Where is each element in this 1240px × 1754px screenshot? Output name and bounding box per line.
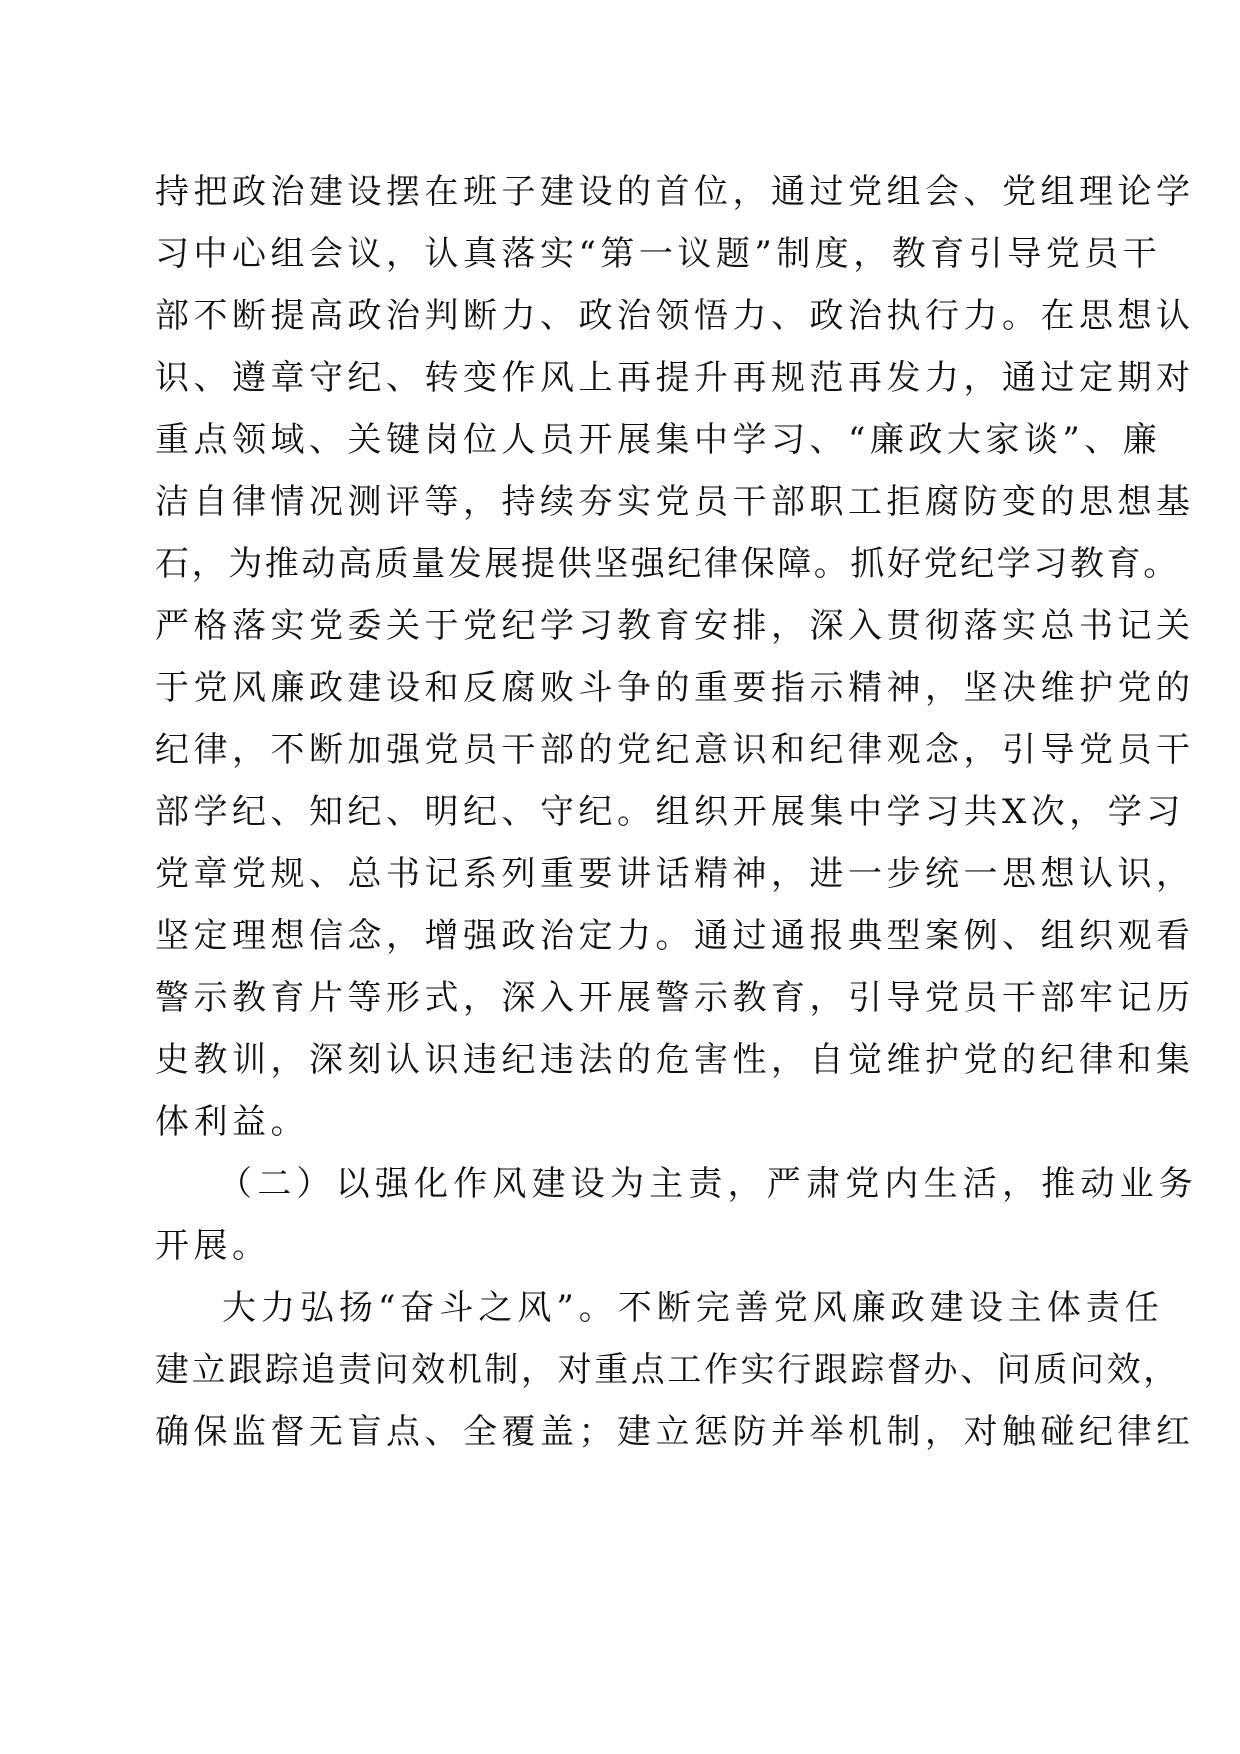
body-text-line: 体利益。 xyxy=(155,1102,309,1142)
body-text-line: 持把政治建设摆在班子建设的首位，通过党组会、党组理论学 xyxy=(155,172,1195,212)
body-text-line: 纪律，不断加强党员干部的党纪意识和纪律观念，引导党员干 xyxy=(155,730,1195,770)
section-heading-continued: 开展。 xyxy=(155,1226,271,1266)
body-text-line: 大力弘扬“奋斗之风”。不断完善党风廉政建设主体责任 xyxy=(222,1288,1164,1328)
body-text-line: 严格落实党委关于党纪学习教育安排，深入贯彻落实总书记关 xyxy=(155,606,1195,646)
body-text-line: 党章党规、总书记系列重要讲话精神，进一步统一思想认识， xyxy=(155,854,1195,894)
body-text-line: 史教训，深刻认识违纪违法的危害性，自觉维护党的纪律和集 xyxy=(155,1040,1195,1080)
body-text-line: 确保监督无盲点、全覆盖；建立惩防并举机制，对触碰纪律红 xyxy=(155,1412,1195,1452)
section-heading: （二）以强化作风建设为主责，严肃党内生活，推动业务 xyxy=(218,1164,1198,1204)
body-text-line: 部不断提高政治判断力、政治领悟力、政治执行力。在思想认 xyxy=(155,296,1195,336)
body-text-line: 部学纪、知纪、明纪、守纪。组织开展集中学习共X次，学习 xyxy=(155,792,1185,832)
body-text-line: 警示教育片等形式，深入开展警示教育，引导党员干部牢记历 xyxy=(155,978,1195,1018)
body-text-line: 识、遵章守纪、转变作风上再提升再规范再发力，通过定期对 xyxy=(155,358,1195,398)
body-text-line: 于党风廉政建设和反腐败斗争的重要指示精神，坚决维护党的 xyxy=(155,668,1195,708)
body-text-line: 坚定理想信念，增强政治定力。通过通报典型案例、组织观看 xyxy=(155,916,1195,956)
body-text-line: 石，为推动高质量发展提供坚强纪律保障。抓好党纪学习教育。 xyxy=(155,544,1180,584)
body-text-line: 洁自律情况测评等，持续夯实党员干部职工拒腐防变的思想基 xyxy=(155,482,1195,522)
body-text-line: 建立跟踪追责问效机制，对重点工作实行跟踪督办、问质问效， xyxy=(155,1350,1180,1390)
body-text-line: 重点领域、关键岗位人员开展集中学习、“廉政大家谈”、廉 xyxy=(155,420,1162,460)
body-text-line: 习中心组会议，认真落实“第一议题”制度，教育引导党员干 xyxy=(155,234,1162,274)
